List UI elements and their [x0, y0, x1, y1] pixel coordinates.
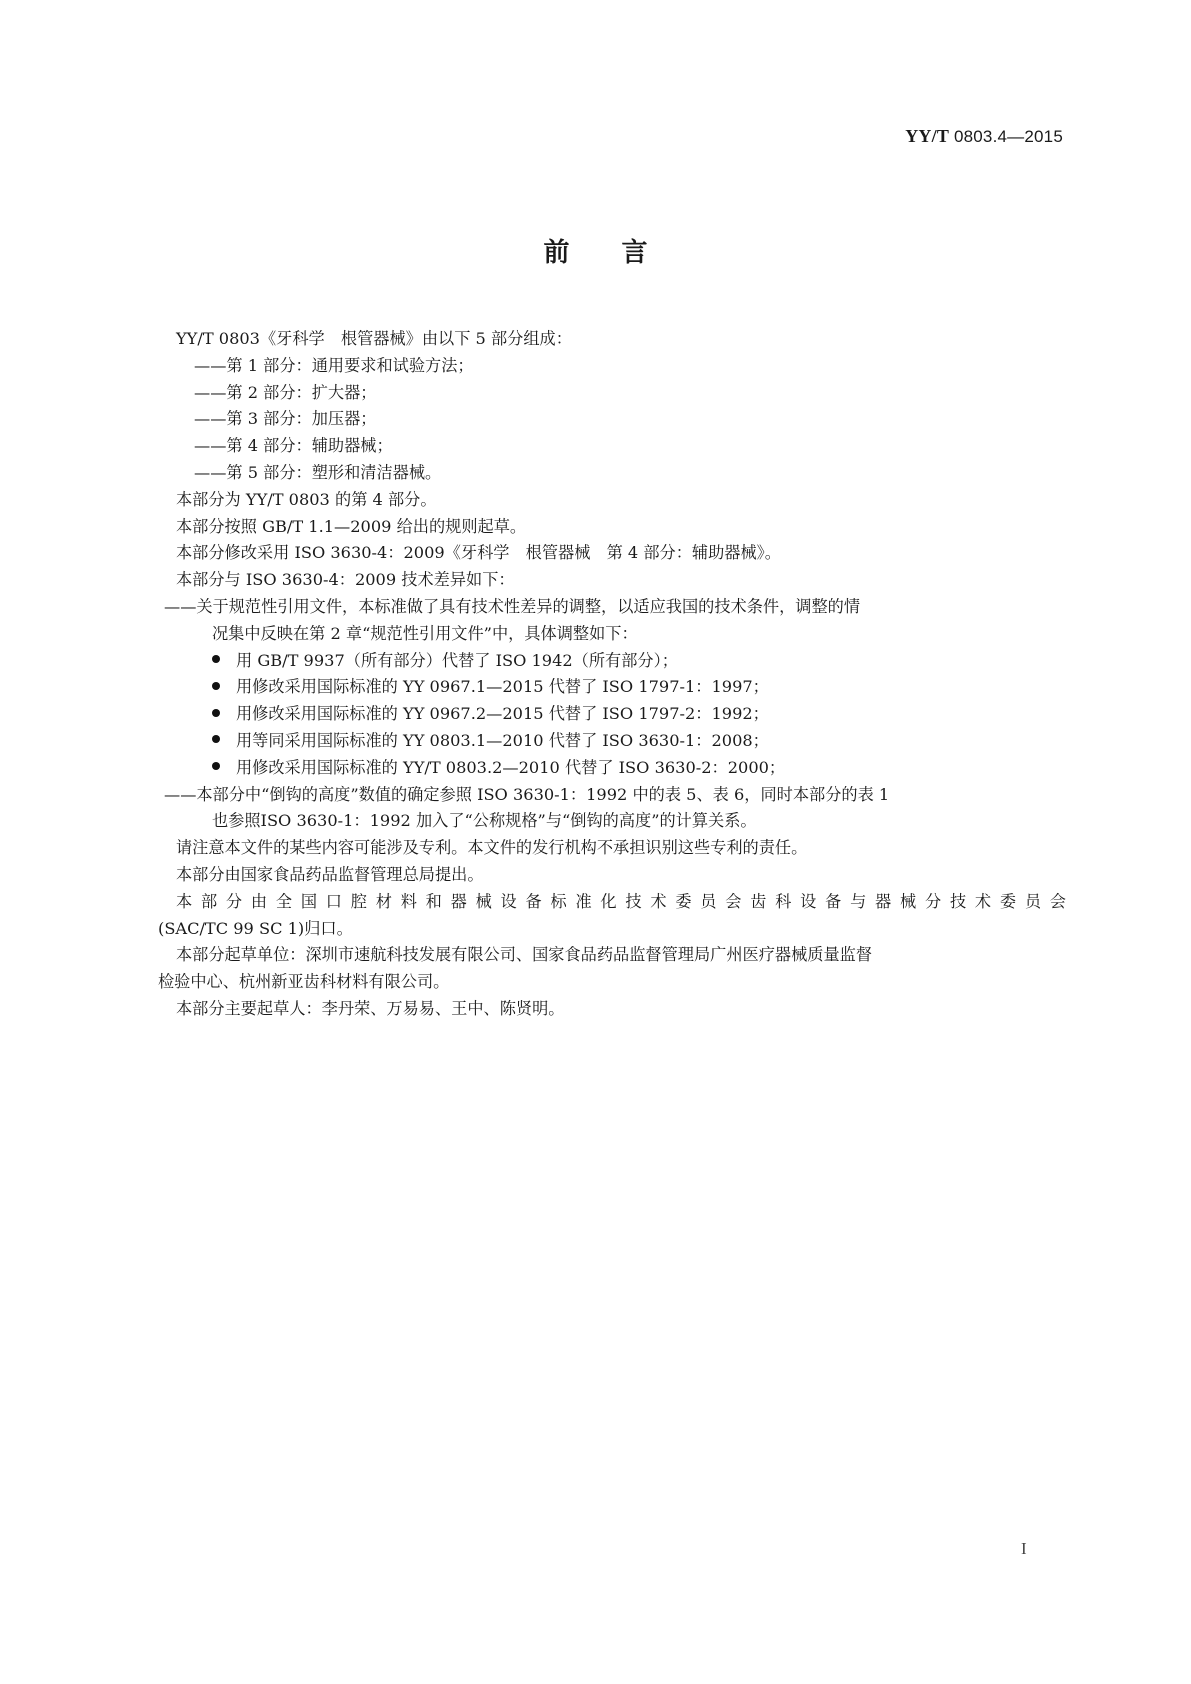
standard-code-number: 0803.4—2015 [949, 127, 1063, 146]
bullet-icon [212, 762, 220, 770]
list-item: ——第 2 部分：扩大器； [194, 382, 377, 402]
list-item: ——第 3 部分：加压器； [194, 409, 377, 429]
difference-item: ——本部分中“倒钩的高度”数值的确定参照 ISO 3630-1：1992 中的表 5、表 6，同时本部分的表 1 [164, 784, 890, 804]
difference-item-continued: 况集中反映在第 2 章“规范性引用文件”中，具体调整如下： [212, 623, 638, 643]
bullet-icon [212, 709, 220, 717]
bullet-icon [212, 682, 220, 690]
drafting-units-continued: 检验中心、杭州新亚齿科材料有限公司。 [158, 972, 450, 992]
foreword-body [158, 326, 1066, 1023]
committee-statement: 本部分由全国口腔材料和器械设备标准化技术委员会齿科设备与器械分技术委员会 [176, 891, 1066, 911]
standard-code-prefix: YY/T [905, 126, 950, 146]
bullet-text: 用修改采用国际标准的 YY/T 0803.2—2010 代替了 ISO 3630-2：2000； [236, 757, 786, 777]
proposer-statement: 本部分由国家食品药品监督管理总局提出。 [176, 864, 484, 884]
difference-item-continued: 也参照ISO 3630-1：1992 加入了“公称规格”与“倒钩的高度”的计算关系。 [212, 811, 757, 831]
bullet-item [176, 674, 1066, 701]
list-item: ——第 4 部分：辅助器械； [194, 436, 393, 456]
page-number: I [1021, 1539, 1027, 1558]
paragraph: 本部分按照 GB/T 1.1—2009 给出的规则起草。 [176, 516, 527, 536]
bullet-text: 用等同采用国际标准的 YY 0803.1—2010 代替了 ISO 3630-1：2008； [236, 730, 769, 750]
bullet-text: 用修改采用国际标准的 YY 0967.1—2015 代替了 ISO 1797-1：1997； [236, 677, 769, 697]
bullet-icon [212, 735, 220, 743]
paragraph: 本部分与 ISO 3630-4：2009 技术差异如下： [176, 570, 515, 590]
bullet-icon [212, 655, 220, 663]
page-title: 前言 [543, 238, 700, 268]
paragraph: YY/T 0803《牙科学 根管器械》由以下 5 部分组成： [176, 329, 572, 348]
bullet-item [176, 701, 1066, 728]
paragraph: 本部分为 YY/T 0803 的第 4 部分。 [176, 489, 437, 509]
difference-item: ——关于规范性引用文件，本标准做了具有技术性差异的调整，以适应我国的技术条件，调整的情 [164, 596, 861, 616]
list-item: ——第 5 部分：塑形和清洁器械。 [194, 462, 442, 482]
drafters: 本部分主要起草人：李丹荣、万易易、王中、陈贤明。 [176, 998, 565, 1018]
bullet-item [176, 728, 1066, 755]
bullet-text: 用 GB/T 9937（所有部分）代替了 ISO 1942（所有部分）； [236, 650, 678, 670]
paragraph: 本部分修改采用 ISO 3630-4：2009《牙科学 根管器械 第 4 部分：辅助器械》。 [176, 543, 781, 563]
patent-notice: 请注意本文件的某些内容可能涉及专利。本文件的发行机构不承担识别这些专利的责任。 [176, 838, 808, 858]
drafting-units: 本部分起草单位：深圳市速航科技发展有限公司、国家食品药品监督管理局广州医疗器械质量监督 [176, 945, 873, 965]
bullet-item [176, 755, 1066, 782]
bullet-text: 用修改采用国际标准的 YY 0967.2—2015 代替了 ISO 1797-2：1992； [236, 704, 769, 724]
committee-statement-continued: (SAC/TC 99 SC 1)归口。 [158, 918, 353, 938]
standard-code [905, 126, 1063, 147]
list-item: ——第 1 部分：通用要求和试验方法； [194, 355, 474, 375]
bullet-item [176, 648, 1066, 675]
